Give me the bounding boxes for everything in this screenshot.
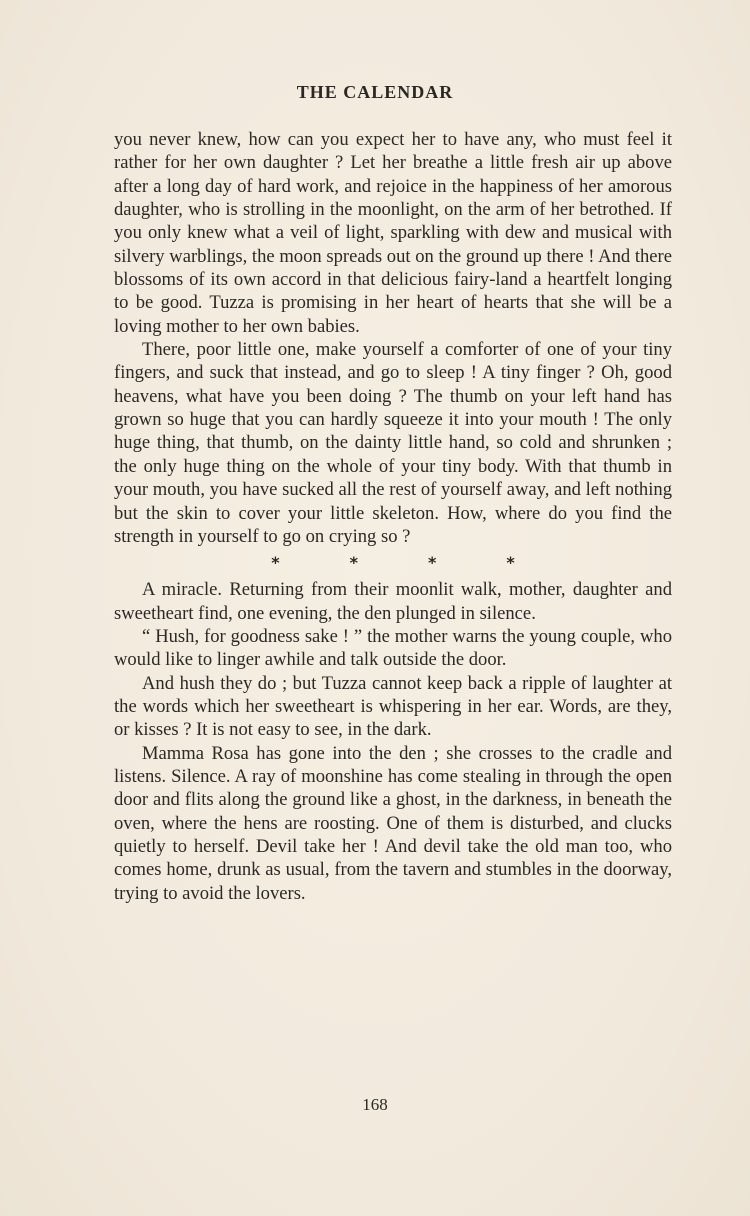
paragraph: “ Hush, for goodness sake ! ” the mother warns the young couple, who would like to linger awhile and talk outside the door. <box>114 625 672 671</box>
body-text <box>114 128 672 905</box>
asterisk-ornament: * <box>349 553 358 573</box>
paragraph: A miracle. Returning from their moonlit walk, mother, daughter and sweetheart find, one evening, the den plunged in silence. <box>114 579 672 624</box>
running-head: THE CALENDAR <box>296 82 454 102</box>
asterisk-ornament: * <box>271 553 280 573</box>
paragraph: you never knew, how can you expect her to have any, who must feel it rather for her own daughter ? Let her breathe a little fresh air up above after a long day of hard work, and rejoice in the happiness of her amorous daughter, who is strolling in the moonlight, on the arm of her betrothed. If you only knew what a veil of light, sparkling with dew and musical with silvery warblings, the moon spreads out on the ground up there ! And there blossoms of its own accord in that delicious fairy-land a heartfelt longing to be good. Tuzza is promising in her heart of hearts that she will be a loving mother to her own babies. <box>114 129 672 337</box>
asterisk-ornament: * <box>506 553 515 573</box>
paragraph: And hush they do ; but Tuzza cannot keep back a ripple of laughter at the words which her sweetheart is whispering in her ear. Words, are they, or kisses ? It is not easy to see, in the dark. <box>114 672 672 741</box>
asterisk-ornament: * <box>428 553 437 573</box>
page-number: 168 <box>362 1095 388 1114</box>
section-break <box>114 551 672 574</box>
paragraph: There, poor little one, make yourself a comforter of one of your tiny fingers, and suck that instead, and go to sleep ! A tiny finger ? Oh, good heavens, what have you been doing ? The thumb on your left hand has grown so huge that you can hardly squeeze it into your mouth ! The only huge thing, that thumb, on the dainty little hand, so cold and shrunken ; the only huge thing on the whole of your tiny body. With that thumb in your mouth, you have sucked all the rest of yourself away, and left nothing but the skin to cover your little skeleton. How, where do you find the strength in yourself to go on crying so ? <box>114 339 672 547</box>
paragraph: Mamma Rosa has gone into the den ; she crosses to the cradle and listens. Silence. A ray of moonshine has come stealing in through the open door and flits along the ground like a ghost, in the darkness, in beneath the oven, where the hens are roosting. One of them is disturbed, and clucks quietly to herself. Devil take her ! And devil take the old man too, who comes home, drunk as usual, from the tavern and stumbles in the doorway, trying to avoid the lovers. <box>114 742 672 904</box>
